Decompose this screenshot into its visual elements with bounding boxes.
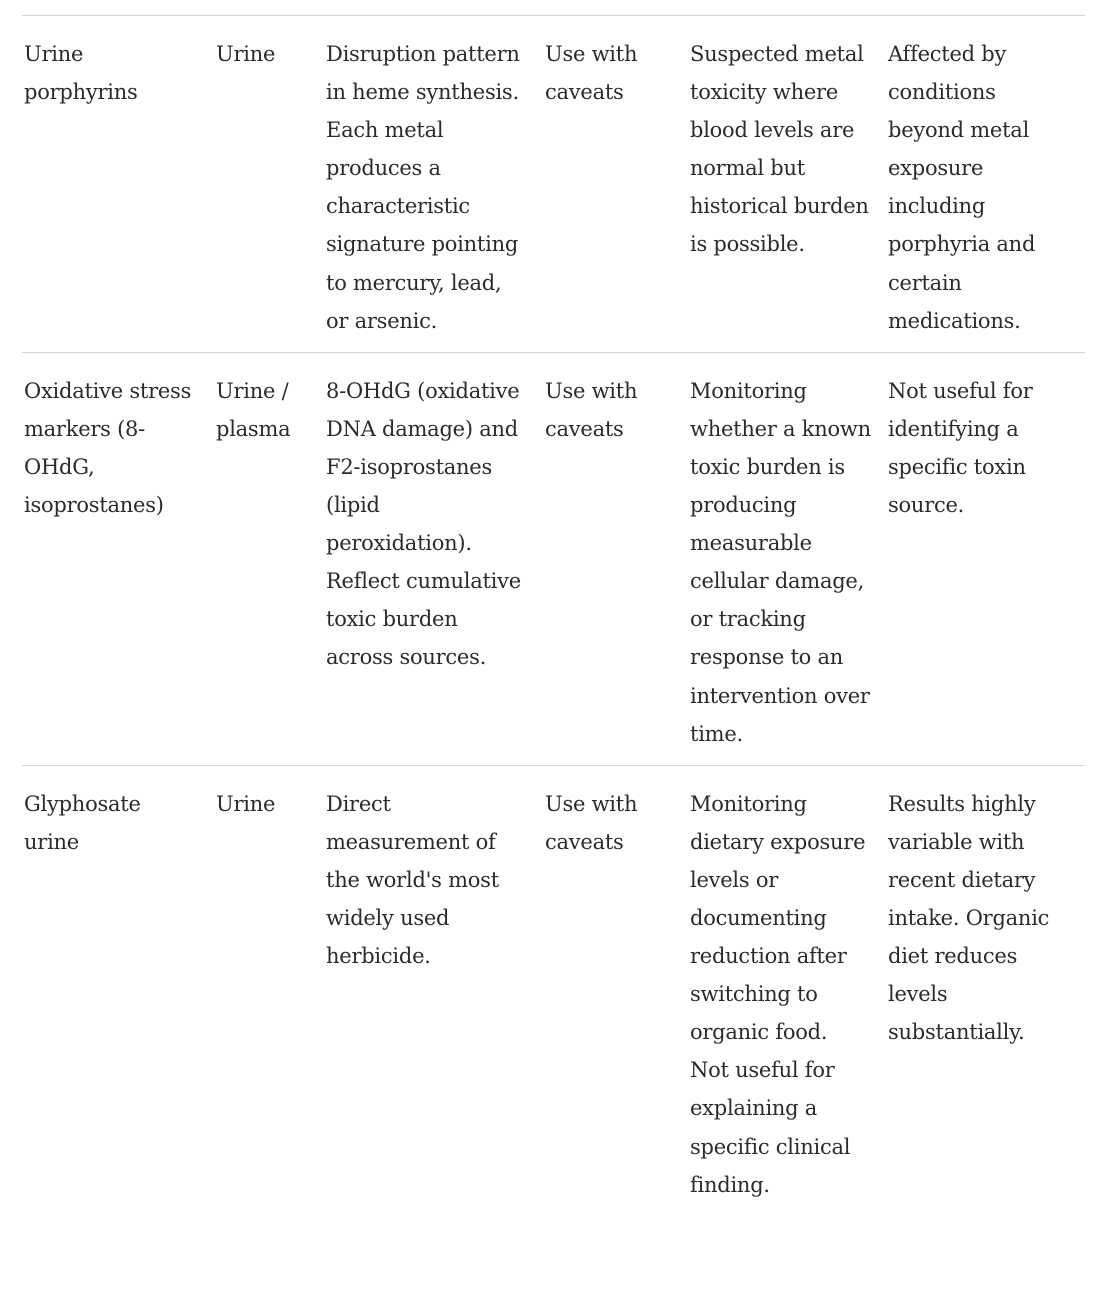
cell-marker: Oxidative stress markers (8-OHdG, isoprostanes) [24, 378, 192, 518]
cell-sample: Urine [216, 791, 276, 816]
cell-measures: Direct measurement of the world's most widely used herbicide. [326, 791, 499, 969]
test-comparison-table [22, 15, 1085, 1216]
cell-sample: Urine / plasma [216, 378, 291, 441]
cell-marker: Glyphosate urine [24, 791, 141, 854]
test-comparison-table-container [22, 15, 1085, 1216]
cell-measures: 8-OHdG (oxidative DNA damage) and F2-isoprostanes (lipid peroxidation). Reflect cumulative toxic burden across sources. [326, 378, 521, 670]
cell-limitations: Affected by conditions beyond metal exposure including porphyria and certain medications. [888, 42, 1036, 333]
cell-limitations: Not useful for identifying a specific toxin source. [888, 378, 1033, 518]
cell-limitations: Results highly variable with recent dietary intake. Organic diet reduces levels substantially. [888, 791, 1050, 1045]
cell-sample: Urine [216, 42, 276, 66]
cell-best-for: Suspected metal toxicity where blood levels are normal but historical burden is possible. [690, 42, 869, 257]
cell-rating: Use with caveats [545, 42, 638, 105]
table-row-oxidative-stress [22, 352, 1085, 765]
table-row-glyphosate-urine [22, 765, 1085, 1216]
cell-rating: Use with caveats [545, 378, 638, 441]
cell-best-for: Monitoring whether a known toxic burden is producing measurable cellular damage, or tracking response to an intervention over time. [690, 378, 871, 746]
cell-marker: Urine porphyrins [24, 42, 138, 105]
table-row-urine-porphyrins [22, 16, 1085, 353]
cell-best-for: Monitoring dietary exposure levels or documenting reduction after switching to organic food. Not useful for explaining a specific clinical finding. [690, 791, 866, 1197]
cell-measures: Disruption pattern in heme synthesis. Each metal produces a characteristic signature pointing to mercury, lead, or arsenic. [326, 42, 520, 333]
cell-rating: Use with caveats [545, 791, 638, 854]
